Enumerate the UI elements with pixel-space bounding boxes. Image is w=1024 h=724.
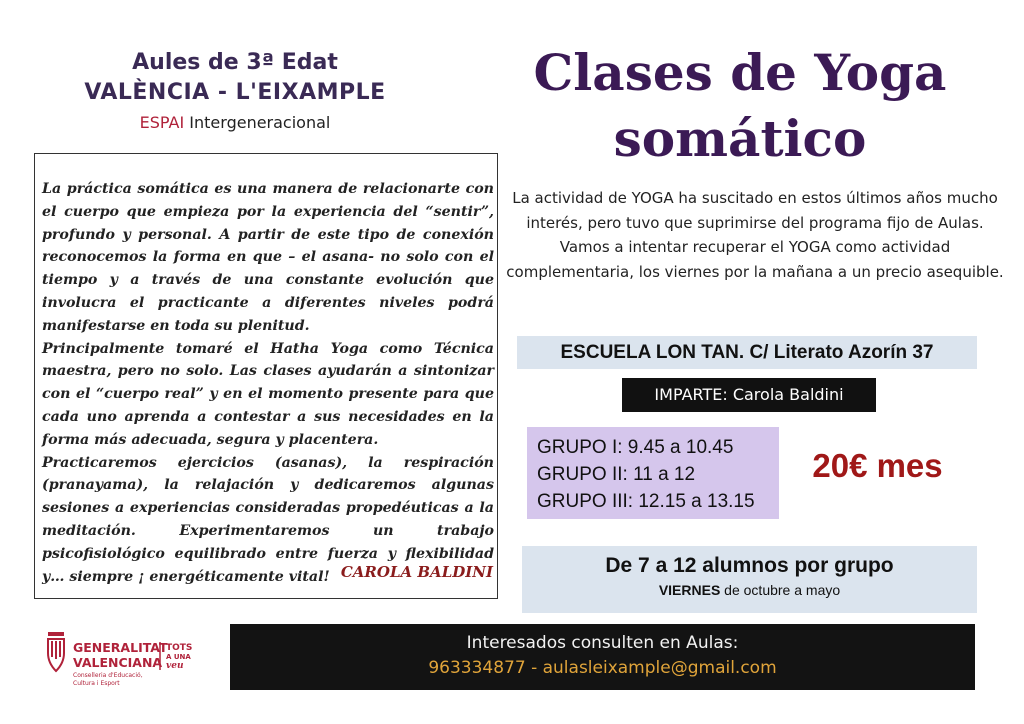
students-banner: [522, 546, 977, 613]
header-subtitle-rest: Intergeneracional: [184, 113, 331, 132]
header-location: VALÈNCIA - L'EIXAMPLE: [84, 80, 386, 105]
contact-footer: [230, 624, 975, 690]
generalitat-name-line-1: GENERALITAT: [73, 640, 168, 655]
description-paragraph: Practicaremos ejercicios (asanas), la respiración (pranayama), la relajación y dedicaremos algunas sesiones a experiencias consideradas propedéuticas a la meditación. Experimentaremos un trabajo psicofisiológico equilibrado entre fuerza y flexibilidad y… siempre ¡ energéticamente vital!: [42, 454, 494, 585]
contact-details: 963334877 - aulasleixample@gmail.com: [428, 658, 777, 678]
page-title: [470, 40, 1010, 172]
logo-tag-line-3: veu: [166, 661, 184, 671]
description-paragraph: Principalmente tomaré el Hatha Yoga como Técnica maestra, pero no solo. Las clases ayudarán a sintonizar con el “cuerpo real” y en el momento presente para que cada uno aprenda a contestar a sus necesidades en la forma más adecuada, segura y placentera.: [42, 340, 494, 448]
description-text: [42, 178, 494, 588]
teacher-banner: IMPARTE: Carola Baldini: [622, 378, 876, 412]
intro-text: [505, 186, 1005, 284]
schedule-period: [522, 578, 977, 598]
group-schedule: GRUPO III: 12.15 a 13.15: [537, 491, 755, 512]
contact-heading: Interesados consulten en Aulas:: [466, 633, 739, 653]
header-title: Aules de 3ª Edat: [132, 50, 338, 75]
logo-tag-line-1: TOTS: [166, 643, 193, 653]
signature: CAROLA BALDINI: [340, 563, 493, 581]
header-subtitle: [70, 113, 400, 132]
title-line-1: Clases de Yoga: [533, 43, 947, 102]
groups-box: [527, 427, 779, 519]
conselleria-line-1: Conselleria d'Educació,: [73, 672, 143, 679]
coat-of-arms-icon: [48, 632, 64, 671]
logo-tag-line-2: A UNA: [166, 653, 191, 661]
group-schedule: GRUPO I: 9.45 a 10.45: [537, 437, 734, 458]
schedule-day: VIERNES: [658, 582, 721, 598]
students-count: De 7 a 12 alumnos por grupo: [605, 554, 894, 577]
generalitat-name: [73, 640, 168, 670]
conselleria-line-2: Cultura i Esport: [73, 680, 120, 687]
conselleria-name: [73, 672, 163, 688]
title-line-2: somático: [613, 109, 867, 168]
intro-paragraph-2: Vamos a intentar recuperar el YOGA como actividad complementaria, los viernes por la mañana a un precio asequible.: [506, 238, 1004, 281]
description-paragraph: La práctica somática es una manera de relacionarte con el cuerpo que empieza por la experiencia del “sentir”, profundo y personal. A partir de este tipo de conexión reconocemos la forma en que – el asana- no solo con el tiempo y a través de una constante evolución que involucra el practicante a diferentes niveles podrá manifestarse en toda su plenitud.: [42, 181, 494, 334]
schedule-months: de octubre a mayo: [720, 582, 841, 598]
location-banner: ESCUELA LON TAN. C/ Literato Azorín 37: [517, 336, 977, 369]
intro-paragraph-1: La actividad de YOGA ha suscitado en estos últimos años mucho interés, pero tuvo que suprimirse del programa fijo de Aulas.: [512, 189, 998, 232]
header-subtitle-accent: ESPAI: [139, 113, 185, 132]
group-schedule: GRUPO II: 11 a 12: [537, 464, 696, 485]
generalitat-name-line-2: VALENCIANA: [73, 655, 163, 670]
price-label: 20€ mes: [812, 447, 943, 484]
